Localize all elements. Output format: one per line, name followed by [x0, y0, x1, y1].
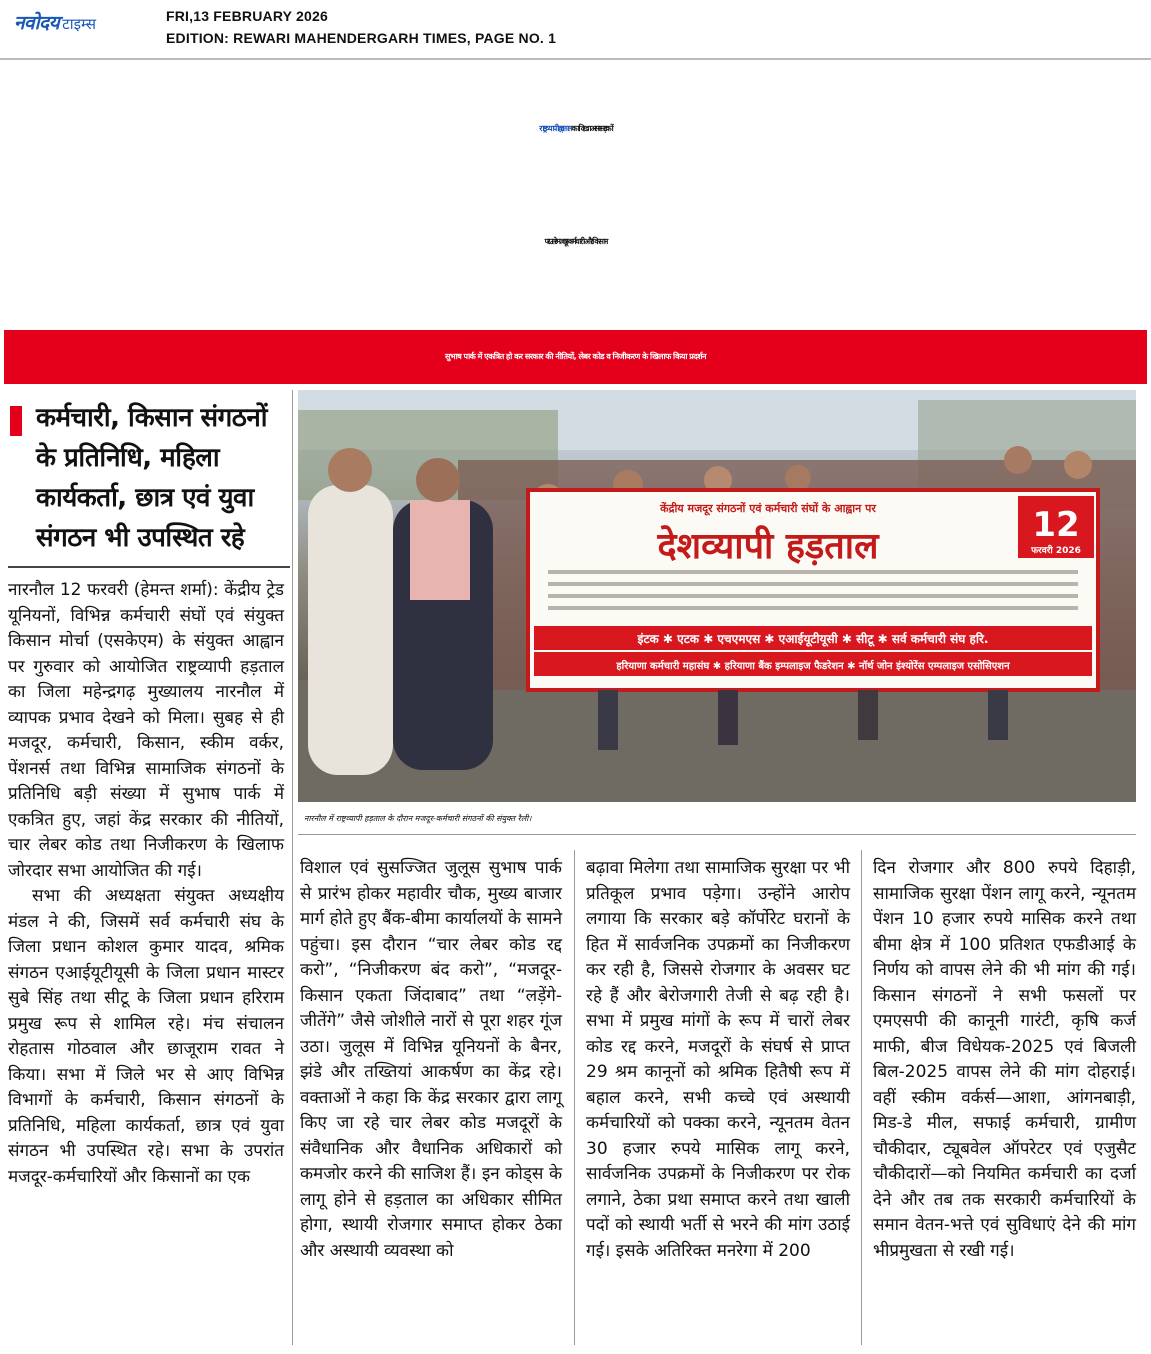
caption-divider — [298, 834, 1136, 835]
column-divider — [574, 850, 575, 1345]
issue-date: FRI,13 FEBRUARY 2026 — [166, 8, 328, 24]
person-head — [328, 448, 372, 492]
article-column-3 — [586, 856, 850, 1264]
banner-title: देशव्यापी हड़ताल — [657, 526, 879, 567]
article-paragraph: सभा की अध्यक्षता संयुक्त अध्यक्षीय मंडल ने की, जिसमें सर्व कर्मचारी संघ के जिला प्रधान कोशल कुमार यादव, श्रमिक संगठन एआईयूटीयूसी के जिला प्रधान मास्टर सुबे सिंह तथा सीटू के जिला प्रधान हरिराम प्रमुख रूप से शामिल रहे। मंच संचालन रोहतास गोठवाल और छाजूराम रावत ने किया। सभा में जिले भर से आए विभिन्न विभागों के कर्मचारी, किसान संगठनों के प्रतिनिधि, महिला कार्यकर्ता, छात्र एवं युवा संगठन भी उपस्थित रहे। सभा के उपरांत मजदूर-कर्मचारियों और किसानों का एक — [8, 886, 284, 1187]
banner-fineprint-line — [548, 606, 1078, 610]
banner-top-text: केंद्रीय मजदूर संगठनों एवं कर्मचारी संघों के आह्वान पर — [660, 502, 876, 515]
banner-fineprint-line — [548, 582, 1078, 586]
rally-photo — [298, 390, 1136, 802]
person-head — [416, 458, 460, 502]
banner-date-month: फरवरी 2026 — [1031, 546, 1081, 556]
banner-date-number: 12 — [1032, 505, 1080, 545]
column-divider — [292, 390, 293, 1345]
headline-line-2: पर उतरे मजदूर-कर्मचारी और किसान — [544, 237, 607, 246]
rally-photo-illustration — [298, 390, 1136, 802]
marcher-white-kurta — [308, 485, 393, 775]
marcher-pink-shirt — [410, 500, 470, 600]
photo-caption-text: नारनौल में राष्ट्रव्यापी हड़ताल के दौरान मजदूर-कर्मचारी संगठनों की संयुक्त रैली। — [304, 814, 532, 823]
article-paragraph: नारनौल 12 फरवरी (हेमन्त शर्मा): केंद्रीय ट्रेड यूनियनों, विभिन्न कर्मचारी संघों एवं संयुक्त किसान मोर्चा (एसकेएम) के संयुक्त आह्वान पर गुरुवार को आयोजित राष्ट्रव्यापी हड़ताल का जिला महेन्द्रगढ़ मुख्यालय नारनौल में व्यापक प्रभाव देखने को मिला। सुबह से ही मजदूर, कर्मचारी, किसान, स्कीम वर्कर, पेंशनर्स तथा विभिन्न सामाजिक संगठनों के प्रतिनिधि बड़ी संख्या में सुभाष पार्क में एकत्रित हुए, जहां केंद्र सरकार की नीतियों, चार लेबर कोड तथा निजीकरण के खिलाफ जोरदार सभा आयोजित की गई। — [8, 580, 284, 881]
headline-line-1-rest: का दिखा असर सड़कों — [570, 124, 612, 133]
marcher-legs — [598, 690, 618, 750]
banner-unions-line-2: हरियाणा कर्मचारी महासंघ ✱ हरियाणा बैंक इम्पलाइज फैडरेशन ✱ नॉर्थ जोन इंश्योरेंस एम्पलाइज एसोसिएशन — [616, 661, 1010, 672]
banner-fineprint-line — [548, 594, 1078, 598]
marcher-legs — [988, 690, 1008, 740]
article-column-4 — [873, 856, 1136, 1264]
highlight-box — [8, 398, 290, 568]
article-paragraph: विशाल एवं सुसज्जित जुलूस सुभाष पार्क से प्रारंभ होकर महावीर चौक, मुख्य बाजार मार्ग होते हुए बैंक-बीमा कार्यालयों के सामने पहुंचा। इस दौरान “चार लेबर कोड रद्द करो”, “निजीकरण बंद करो”, “मजदूर-किसान एकता जिंदाबाद” तथा “लड़ेंगे-जीतेंगे” जैसे जोशीले नारों से पूरा शहर गूंज उठा। जुलूस में विभिन्न यूनियनों के बैनर, झंडे और तख्तियां आकर्षण का केंद्र रहे। वक्ताओं ने कहा कि केंद्र सरकार द्वारा लागू किए जा रहे चार लेबर कोड मजदूरों के संवैधानिक और वैधानिक अधिकारों को कमजोर करने की साजिश हैं। इन कोड्स के लागू होने से हड़ताल का अधिकार सीमित होगा, स्थायी रोजगार समाप्त होकर ठेका और अस्थायी व्यवस्था को — [300, 858, 562, 1261]
highlight-text: कर्मचारी, किसान संगठनों के प्रतिनिधि, महिला कार्यकर्ता, छात्र एवं युवा संगठन भी उपस्थित रहे — [36, 403, 268, 553]
headline-line-1 — [0, 72, 1151, 185]
headline-highlight: राष्ट्रव्यापी हड़ताल — [539, 124, 571, 133]
main-headline — [0, 72, 1151, 298]
edition-line: EDITION: REWARI MAHENDERGARH TIMES, PAGE NO. 1 — [166, 30, 557, 46]
column-divider — [861, 850, 862, 1345]
banner-fineprint-line — [548, 570, 1078, 574]
subheadline-bar: सुभाष पार्क में एकत्रित हो कर सरकार की नीतियों, लेबर कोड व निजीकरण के खिलाफ किया प्रदर्शन — [4, 330, 1147, 384]
red-bullet-icon — [10, 406, 22, 436]
masthead — [0, 0, 1151, 60]
article-paragraph: बढ़ावा मिलेगा तथा सामाजिक सुरक्षा पर भी प्रतिकूल प्रभाव पड़ेगा। उन्होंने आरोप लगाया कि सरकार बड़े कॉर्पोरेट घरानों के हित में सार्वजनिक उपक्रमों का निजीकरण कर रही है, जिससे रोजगार के अवसर घट रहे हैं और बेरोजगारी तेजी से बढ़ रही है। सभा में प्रमुख मांगों के रूप में चारों लेबर कोड रद्द करने, मजदूरों के संघर्ष से प्राप्त 29 श्रम कानूनों को श्रमिक हितैषी रूप में बहाल करने, सभी कच्चे एवं अस्थायी कर्मचारियों को पक्का करने, न्यूनतम वेतन 30 हजार रुपये मासिक लागू करने, सार्वजनिक उपक्रमों के निजीकरण पर रोक लगाने, ठेका प्रथा समाप्त करने तथा खाली पदों को स्थायी भर्ती से भरने की मांग उठाई गई। इसके अतिरिक्त मनरेगा में 200 — [586, 858, 850, 1261]
banner-unions-line-1: इंटक ✱ एटक ✱ एचएमएस ✱ एआईयूटीयूसी ✱ सीटू ✱ सर्व कर्मचारी संघ हरि. — [637, 632, 989, 646]
person-head — [785, 465, 811, 491]
photo-caption — [298, 806, 1136, 832]
marcher-legs — [858, 690, 878, 740]
person-head — [1004, 446, 1032, 474]
marcher-legs — [718, 690, 738, 745]
logo-secondary: टाइम्स — [62, 15, 96, 33]
person-head — [1064, 451, 1092, 479]
article-column-1 — [8, 578, 284, 1190]
logo-primary: नवोदय — [14, 12, 60, 34]
article-column-2 — [300, 856, 562, 1264]
article-paragraph: दिन रोजगार और 800 रुपये दिहाड़ी, सामाजिक सुरक्षा पेंशन लागू करने, न्यूनतम पेंशन 10 हजार रुपये मासिक करने तथा बीमा क्षेत्र में 100 प्रतिशत एफडीआई के निर्णय को वापस लेने की भी मांग की गई। किसान संगठनों ने सभी फसलों पर एमएसपी की कानूनी गारंटी, कृषि कर्ज माफी, बीज विधेयक-2025 एवं बिजली बिल-2025 वापस लेने की मांग दोहराई। वहीं स्कीम वर्कर्स—आशा, आंगनबाड़ी, मिड-डे मील, सफाई कर्मचारी, ग्रामीण चौकीदार, ट्यूबवेल ऑपरेटर एवं एजुसैट चौकीदारों—को नियमित कर्मचारी का दर्जा देने और तब तक सरकारी कर्मचारियों के समान वेतन-भत्ते एवं सुविधाएं देने की मांग भीप्रमुखता से रखी गई। — [873, 858, 1136, 1261]
newspaper-logo — [14, 9, 96, 39]
